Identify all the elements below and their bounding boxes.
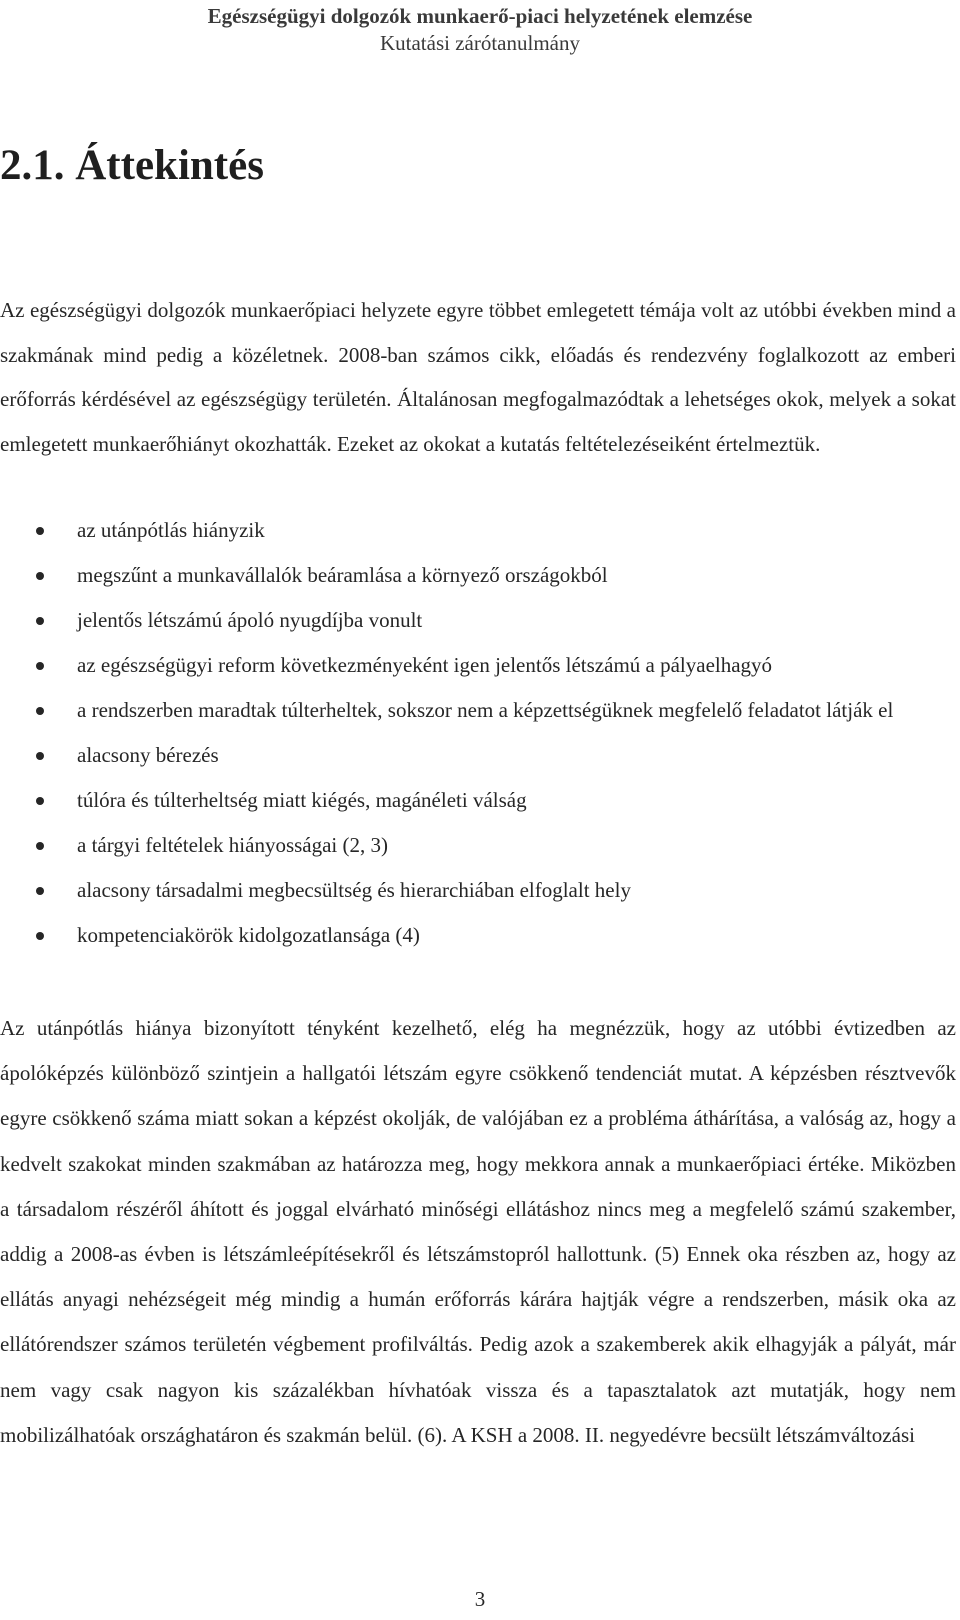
list-item bbox=[0, 508, 956, 553]
bullet-icon bbox=[36, 842, 44, 850]
bullet-list bbox=[0, 508, 956, 958]
page-number: 3 bbox=[474, 1587, 486, 1611]
document-title: Egészségügyi dolgozók munkaerő-piaci helyzetének elemzése bbox=[207, 4, 753, 28]
bullet-icon bbox=[36, 887, 44, 895]
page-header bbox=[0, 0, 960, 57]
list-item-text: alacsony bérezés bbox=[77, 743, 219, 767]
bullet-icon bbox=[36, 932, 44, 940]
list-item-text: kompetenciakörök kidolgozatlansága (4) bbox=[77, 923, 420, 947]
list-item-text: a tárgyi feltételek hiányosságai (2, 3) bbox=[77, 833, 389, 857]
list-item-text: megszűnt a munkavállalók beáramlása a környező országokból bbox=[77, 563, 608, 587]
list-item-text: alacsony társadalmi megbecsültség és hierarchiában elfoglalt hely bbox=[77, 878, 631, 902]
list-item-text: a rendszerben maradtak túlterheltek, sokszor nem a képzettségüknek megfelelő feladatot látják el bbox=[77, 698, 894, 722]
bullet-icon bbox=[36, 617, 44, 625]
list-item bbox=[0, 643, 956, 688]
list-item bbox=[0, 778, 956, 823]
list-item bbox=[0, 688, 956, 733]
bullet-icon bbox=[36, 572, 44, 580]
document-subtitle: Kutatási zárótanulmány bbox=[379, 31, 580, 55]
list-item bbox=[0, 553, 956, 598]
list-item bbox=[0, 913, 956, 958]
section-heading: 2.1. Áttekintés bbox=[0, 142, 264, 189]
bullet-icon bbox=[36, 797, 44, 805]
main-paragraph: Az utánpótlás hiánya bizonyított tényként kezelhető, elég ha megnézzük, hogy az utóbbi évtizedben az ápolóképzés különböző szintjein a hallgatói létszám egyre csökkenő tendenciát mutat. A képzésben résztvevők egyre csökkenő száma miatt sokan a képzést okolják, de valójában ez a probléma áthárítása, a valóság az, hogy a kedvelt szakokat minden szakmában az határozza meg, hogy mekkora annak a munkaerőpiaci értéke. Miközben a társadalom részéről áhított és joggal elvárható minőségi ellátáshoz nincs meg a megfelelő számú szakember, addig a 2008-as évben is létszámleépítésekről és létszámstopról hallottunk. (5) Ennek oka részben az, hogy az ellátás anyagi nehézségeit még mindig a humán erőforrás kárára hajtják végre a rendszerben, másik oka az ellátórendszer számos területén végbement profilváltás. Pedig azok a szakemberek akik elhagyják a pályát, már nem vagy csak nagyon kis százalékban hívhatóak vissza és a tapasztalatok azt mutatják, hogy nem mobilizálhatóak országhatáron és szakmán belül. (6). A KSH a 2008. II. negyedévre becsült létszámváltozási bbox=[0, 1016, 956, 1447]
list-item bbox=[0, 868, 956, 913]
list-item bbox=[0, 598, 956, 643]
bullet-icon bbox=[36, 707, 44, 715]
list-item-text: jelentős létszámú ápoló nyugdíjba vonult bbox=[77, 608, 423, 632]
bullet-icon bbox=[36, 752, 44, 760]
list-item bbox=[0, 733, 956, 778]
intro-paragraph: Az egészségügyi dolgozók munkaerőpiaci helyzete egyre többet emlegetett témája volt az utóbbi években mind a szakmának mind pedig a közéletnek. 2008-ban számos cikk, előadás és rendezvény foglalkozott az emberi erőforrás kérdésével az egészségügy területén. Általánosan megfogalmazódtak a lehetséges okok, melyek a sokat emlegetett munkaerőhiányt okozhatták. Ezeket az okokat a kutatás feltételezéseiként értelmeztük. bbox=[0, 298, 956, 456]
bullet-icon bbox=[36, 662, 44, 670]
list-item-text: az egészségügyi reform következményeként igen jelentős létszámú a pályaelhagyó bbox=[77, 653, 773, 677]
list-item-text: az utánpótlás hiányzik bbox=[77, 518, 265, 542]
list-item-text: túlóra és túlterheltség miatt kiégés, magánéleti válság bbox=[77, 788, 527, 812]
list-item bbox=[0, 823, 956, 868]
bullet-icon bbox=[36, 527, 44, 535]
